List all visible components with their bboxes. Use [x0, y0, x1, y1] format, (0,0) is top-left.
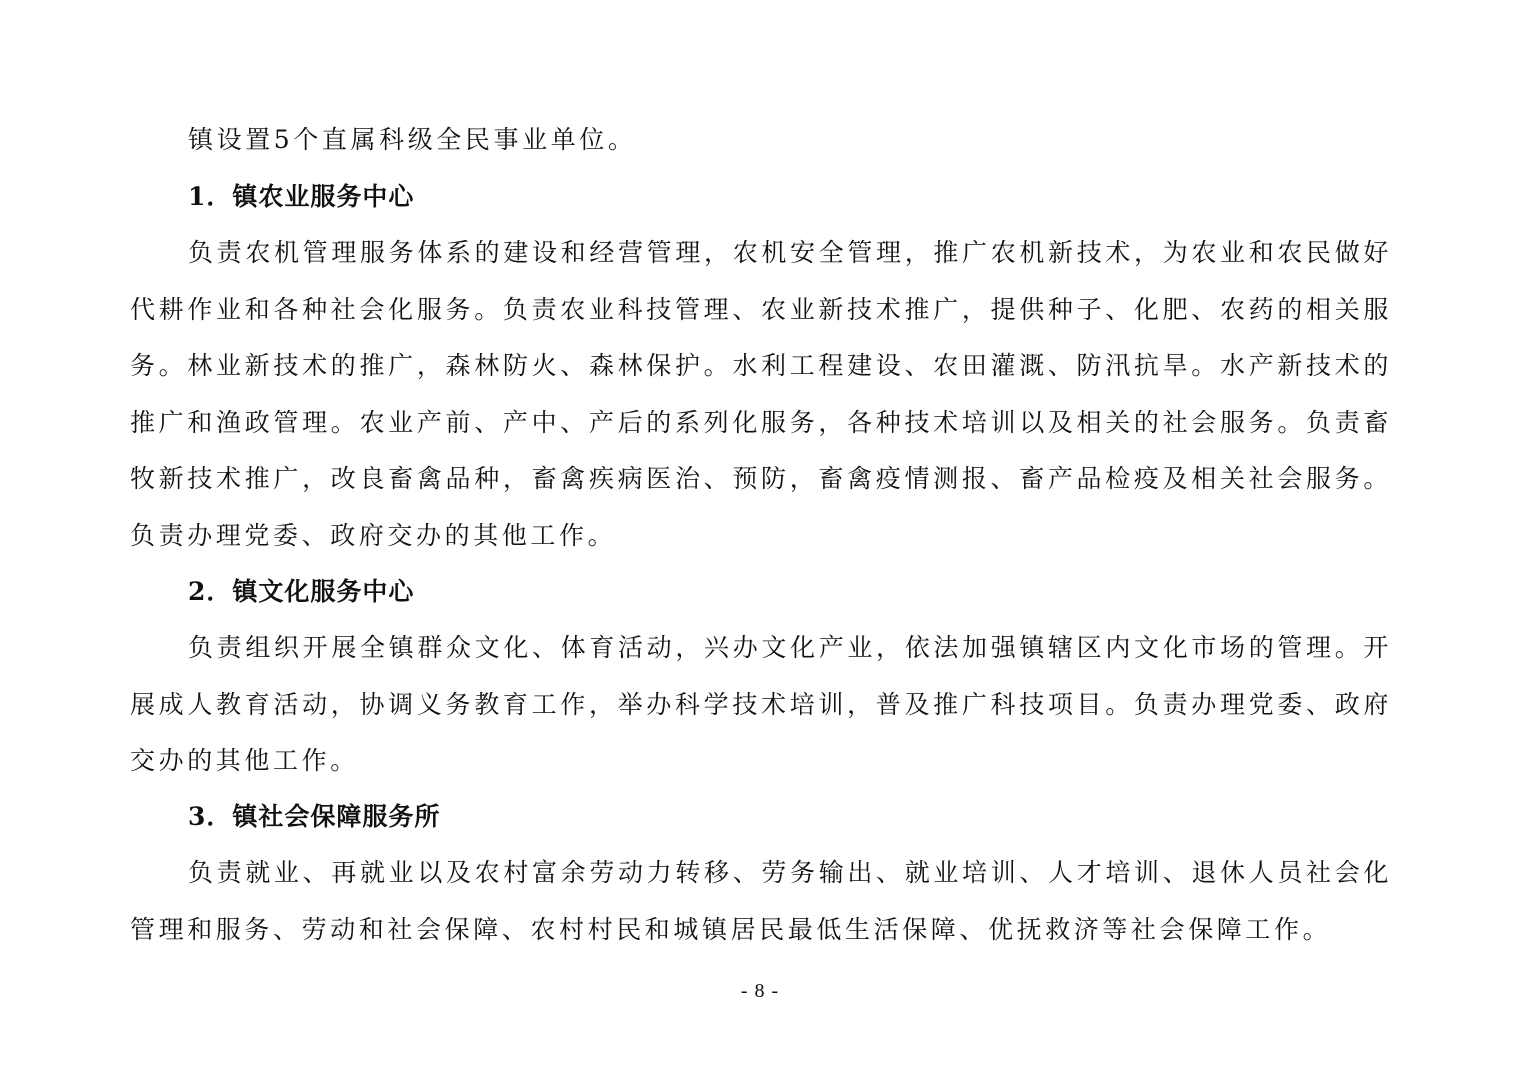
section-body-1: 负责农机管理服务体系的建设和经营管理，农机安全管理，推广农机新技术，为农业和农民做好代耕作业和各种社会化服务。负责农业科技管理、农业新技术推广，提供种子、化肥、农药的相关服务。林业新技术的推广，森林防火、森林保护。水利工程建设、农田灌溉、防汛抗旱。水产新技术的推广和渔政管理。农业产前、产中、产后的系列化服务，各种技术培训以及相关的社会服务。负责畜牧新技术推广，改良畜禽品种，畜禽疾病医治、预防，畜禽疫情测报、畜产品检疫及相关社会服务。负责办理党委、政府交办的其他工作。: [130, 238, 1392, 550]
section-heading-3: 3．镇社会保障服务所: [188, 802, 441, 831]
page-number: - 8 -: [740, 980, 780, 1002]
section-heading-1: 1．镇农业服务中心: [188, 182, 415, 211]
section-body-3: 负责就业、再就业以及农村富余劳动力转移、劳务输出、就业培训、人才培训、退休人员社会化管理和服务、劳动和社会保障、农村村民和城镇居民最低生活保障、优抚救济等社会保障工作。: [130, 858, 1392, 944]
section-body-2: 负责组织开展全镇群众文化、体育活动，兴办文化产业，依法加强镇辖区内文化市场的管理。开展成人教育活动，协调义务教育工作，举办科学技术培训，普及推广科技项目。负责办理党委、政府交办的其他工作。: [130, 633, 1392, 775]
section-heading-2: 2．镇文化服务中心: [188, 577, 415, 606]
intro-paragraph: 镇设置5个直属科级全民事业单位。: [188, 125, 637, 154]
